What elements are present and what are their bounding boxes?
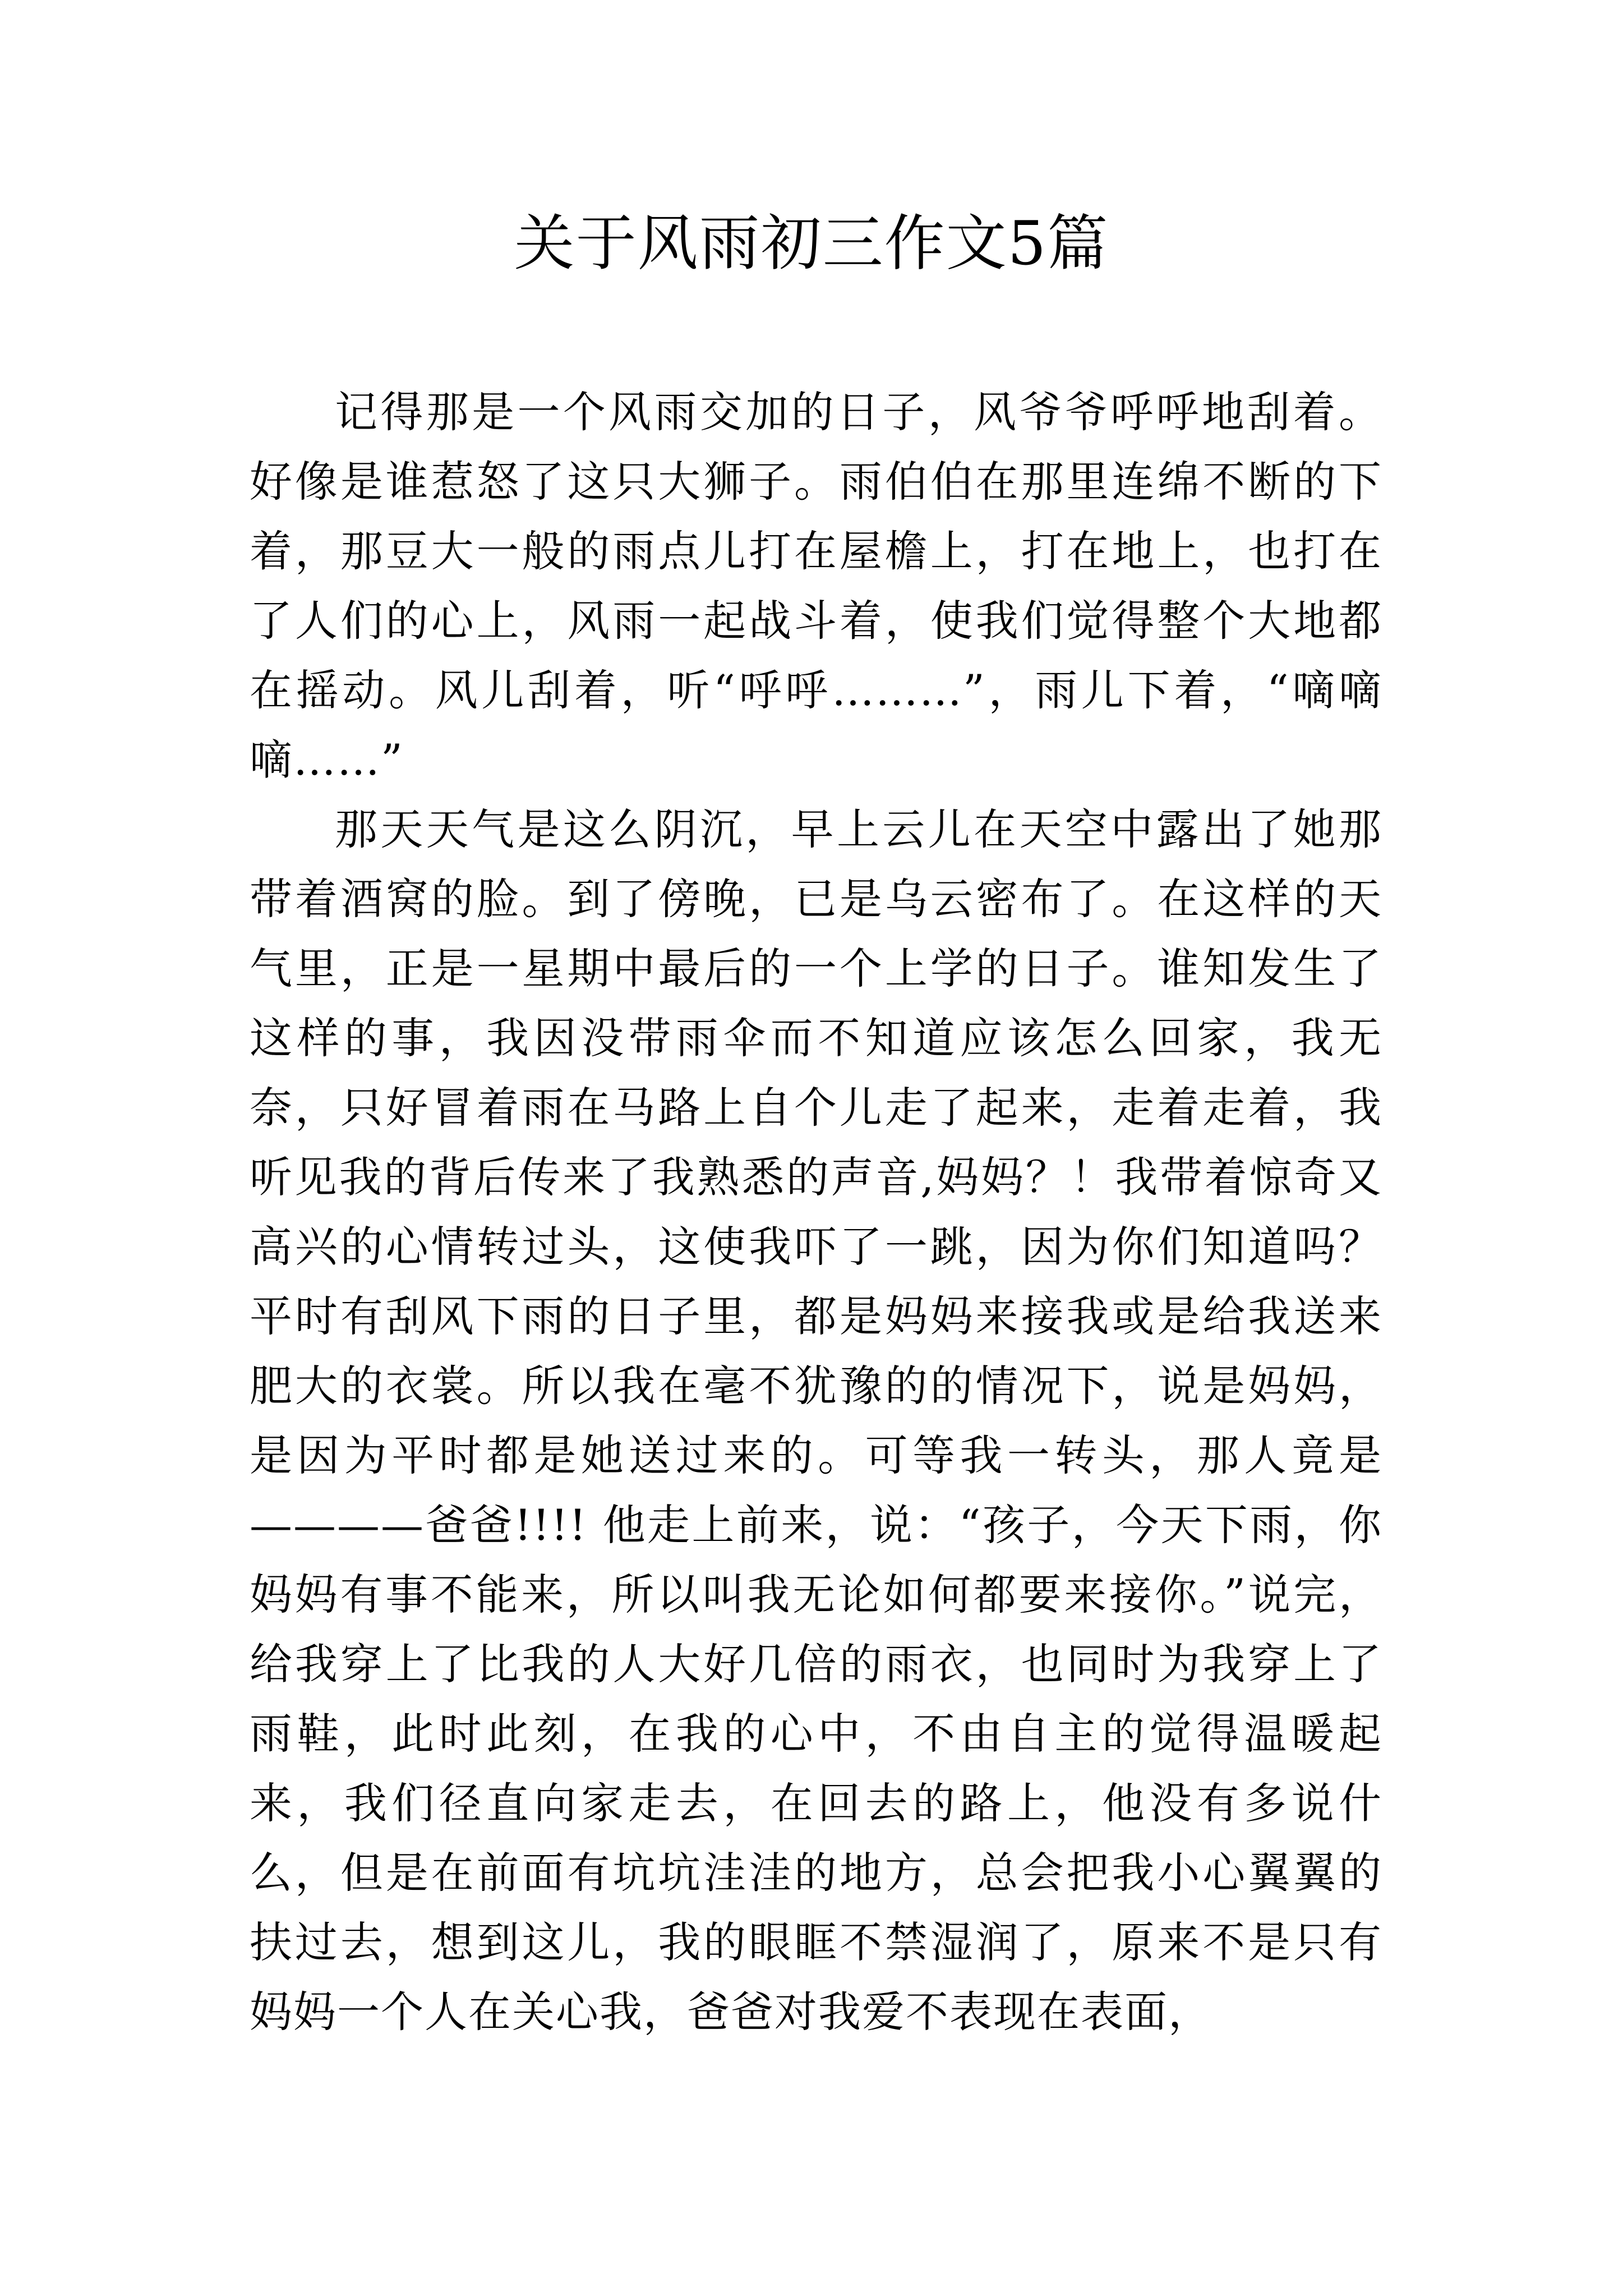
document-body	[250, 378, 1382, 2047]
paragraph-1: 记得那是一个风雨交加的日子，风爷爷呼呼地刮着。好像是谁惹怒了这只大狮子。雨伯伯在那里连绵不断的下着，那豆大一般的雨点儿打在屋檐上，打在地上，也打在了人们的心上，风雨一起战斗着，使我们觉得整个大地都在摇动。风儿刮着，听“呼呼………”，雨儿下着，“嘀嘀嘀……”	[250, 387, 1382, 785]
paragraph-2: 那天天气是这么阴沉，早上云儿在天空中露出了她那带着酒窝的脸。到了傍晚，已是乌云密布了。在这样的天气里，正是一星期中最后的一个上学的日子。谁知发生了这样的事，我因没带雨伞而不知道应该怎么回家，我无奈，只好冒着雨在马路上自个儿走了起来，走着走着，我听见我的背后传来了我熟悉的声音,妈妈？！我带着惊奇又高兴的心情转过头，这使我吓了一跳，因为你们知道吗？平时有刮风下雨的日子里，都是妈妈来接我或是给我送来肥大的衣裳。所以我在毫不犹豫的的情况下，说是妈妈，是因为平时都是她送过来的。可等我一转头，那人竟是————爸爸!!!! 他走上前来，说：“孩子，今天下雨，你妈妈有事不能来，所以叫我无论如何都要来接你。”说完，给我穿上了比我的人大好几倍的雨衣，也同时为我穿上了雨鞋，此时此刻，在我的心中，不由自主的觉得温暖起来，我们径直向家走去，在回去的路上，他没有多说什么，但是在前面有坑坑洼洼的地方，总会把我小心翼翼的扶过去，想到这儿，我的眼眶不禁湿润了，原来不是只有妈妈一个人在关心我，爸爸对我爱不表现在表面，	[250, 804, 1382, 2037]
document-title: 关于风雨初三作文5篇	[514, 209, 1109, 279]
